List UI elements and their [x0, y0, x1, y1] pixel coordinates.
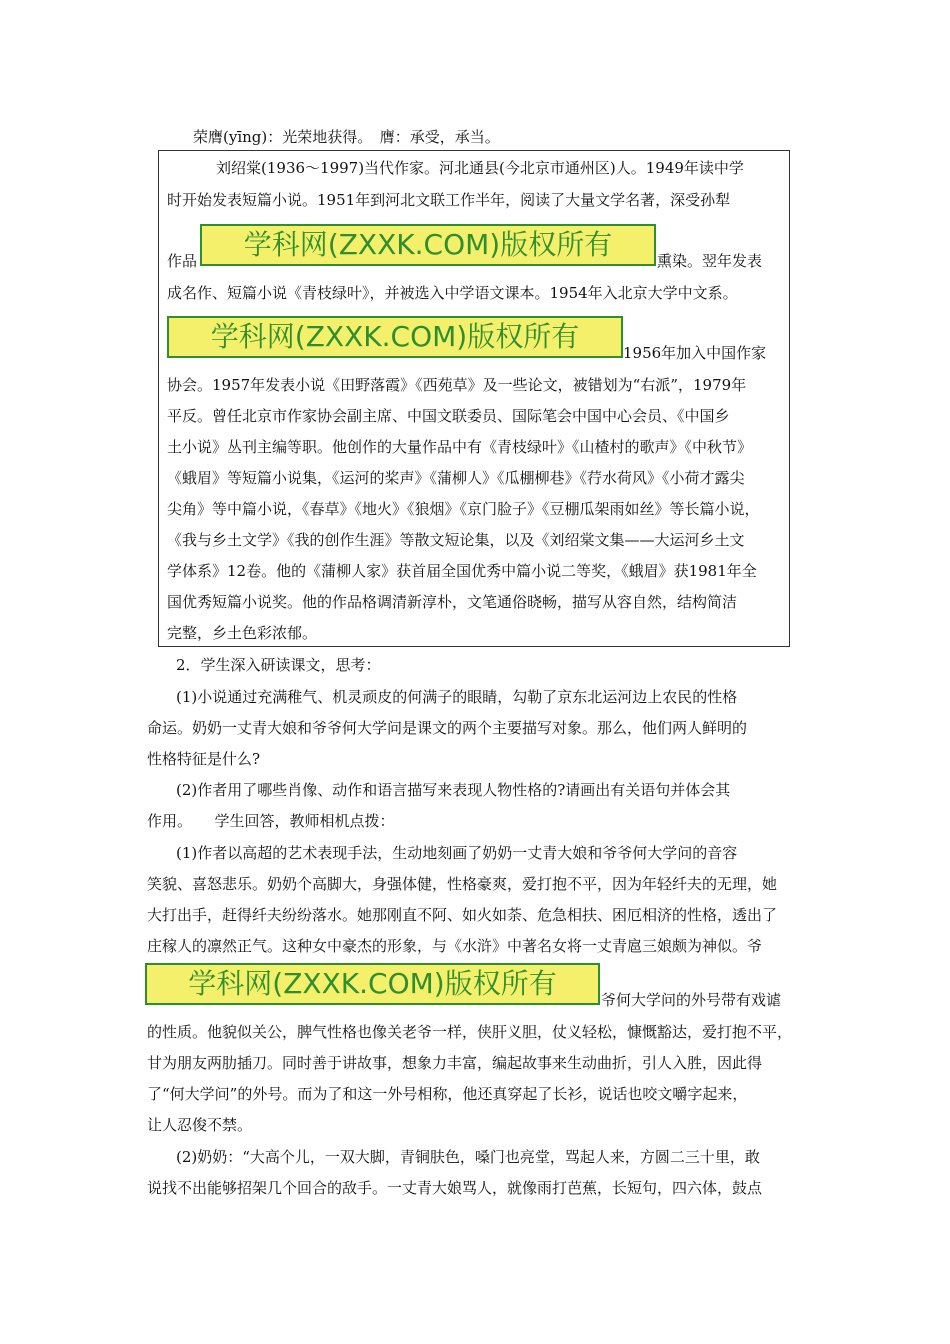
bio-line: 刘绍棠(1936～1997)当代作家。河北通县(今北京市通州区)人。1949年读中学 [216, 159, 744, 177]
watermark-stamp: 学科网(ZXXK.COM)版权所有 [200, 224, 656, 266]
bio-line: 尖角》等中篇小说，《春草》《地火》《狼烟》《京门脸子》《豆棚瓜架雨如丝》等长篇小说， [167, 500, 760, 518]
bio-line: 《我与乡土文学》《我的创作生涯》等散文短论集，以及《刘绍棠文集——大运河乡土文 [167, 531, 745, 549]
body-line: 甘为朋友两肋插刀。同时善于讲故事，想象力丰富，编起故事来生动曲折，引人入胜，因此得 [147, 1054, 763, 1072]
body-line: 作用。 学生回答，教师相机点拨： [147, 812, 395, 830]
body-line: 笑貌、喜怒悲乐。奶奶个高脚大，身强体健，性格豪爽，爱打抱不平，因为年轻纤夫的无理，她 [147, 875, 778, 893]
body-line: 性格特征是什么? [147, 750, 261, 768]
body-line: 爷何大学问的外号带有戏谑 [601, 991, 782, 1009]
body-line: 让人忍俊不禁。 [147, 1116, 253, 1134]
bio-line: 协会。1957年发表小说《田野落霞》《西苑草》及一些论文，被错划为“右派”，1979年 [167, 376, 747, 394]
bio-line: 成名作、短篇小说《青枝绿叶》，并被选入中学语文课本。1954年入北京大学中文系。 [167, 284, 738, 302]
bio-line: 熏染。翌年发表 [657, 252, 763, 270]
body-line: 的性质。他貌似关公，脾气性格也像关老爷一样，侠肝义胆，仗义轻松，慷慨豁达，爱打抱不平， [147, 1023, 793, 1041]
bio-line: 土小说》丛刊主编等职。他创作的大量作品中有《青枝绿叶》《山楂村的歌声》《中秋节》 [167, 438, 753, 456]
body-line: 了“何大学问”的外号。而为了和这一外号相称，他还真穿起了长衫，说话也咬文嚼字起来， [147, 1085, 748, 1103]
section-heading: 2．学生深入研读课文，思考： [176, 656, 381, 674]
bio-line: 作品 [167, 252, 198, 270]
bio-line: 学体系》12卷。他的《蒲柳人家》获首届全国优秀中篇小说二等奖，《蛾眉》获1981年全 [167, 562, 757, 580]
bio-line: 平反。曾任北京市作家协会副主席、中国文联委员、国际笔会中国中心会员、《中国乡 [167, 407, 730, 425]
body-line: (2)奶奶：“大高个儿，一双大脚，青铜肤色，嗓门也亮堂，骂起人来，方圆二三十里，敢 [176, 1148, 760, 1166]
bio-line: 1956年加入中国作家 [623, 344, 767, 362]
watermark-stamp: 学科网(ZXXK.COM)版权所有 [145, 963, 600, 1005]
bio-line: 《蛾眉》等短篇小说集，《运河的桨声》《蒲柳人》《瓜棚柳巷》《荇水荷风》《小荷才露尖 [167, 469, 745, 487]
body-line: 庄稼人的凛然正气。这种女中豪杰的形象，与《水浒》中著名女将一丈青扈三娘颇为神似。爷 [147, 937, 763, 955]
body-line: 说找不出能够招架几个回合的敌手。一丈青大娘骂人，就像雨打芭蕉，长短句，四六体，鼓点 [147, 1179, 763, 1197]
vocab-note: 荣膺(yīng)：光荣地获得。 膺：承受，承当。 [193, 128, 500, 146]
bio-line: 时开始发表短篇小说。1951年到河北文联工作半年，阅读了大量文学名著，深受孙犁 [167, 191, 731, 209]
body-line: 命运。奶奶一丈青大娘和爷爷何大学问是课文的两个主要描写对象。那么，他们两人鲜明的 [147, 719, 748, 737]
body-line: (1)小说通过充满稚气、机灵顽皮的何满子的眼睛，勾勒了京东北运河边上农民的性格 [176, 688, 738, 706]
body-line: 大打出手，赶得纤夫纷纷落水。她那刚直不阿、如火如荼、危急相扶、困厄相济的性格，透出了 [147, 906, 778, 924]
body-line: (1)作者以高超的艺术表现手法，生动地刻画了奶奶一丈青大娘和爷爷何大学问的音容 [176, 844, 738, 862]
bio-line: 完整，乡土色彩浓郁。 [167, 624, 318, 642]
bio-line: 国优秀短篇小说奖。他的作品格调清新淳朴，文笔通俗晓畅，描写从容自然，结构简洁 [167, 593, 738, 611]
body-line: (2)作者用了哪些肖像、动作和语言描写来表现人物性格的?请画出有关语句并体会其 [176, 781, 731, 799]
watermark-stamp: 学科网(ZXXK.COM)版权所有 [167, 316, 623, 358]
